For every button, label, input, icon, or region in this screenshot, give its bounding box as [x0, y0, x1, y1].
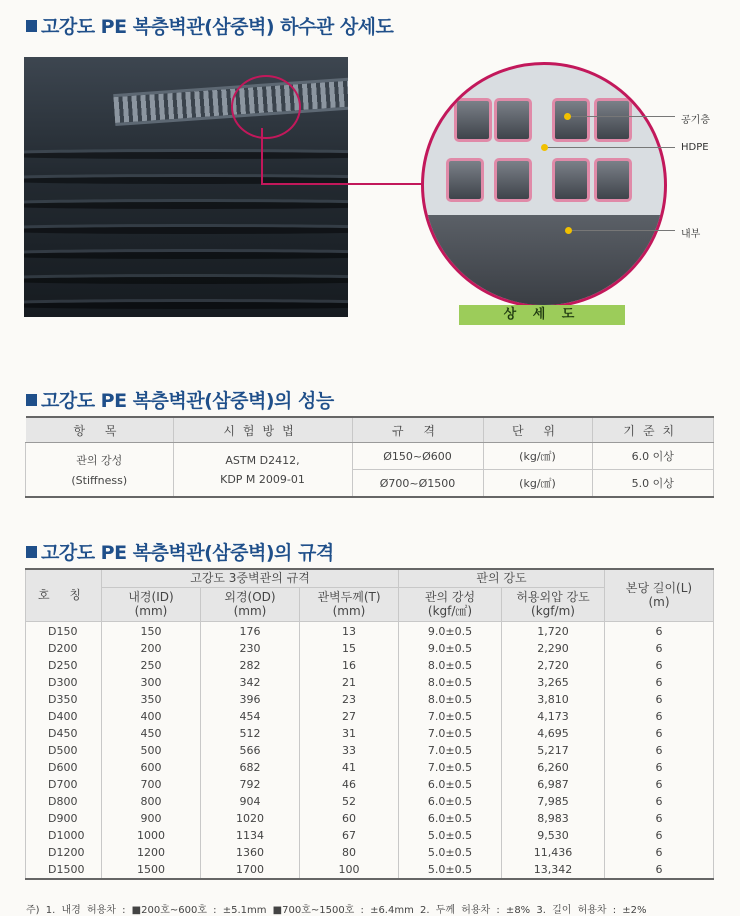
- cell-size-name: D700: [26, 776, 102, 793]
- spec-table: [25, 568, 714, 880]
- cell-load-strength: 4,173: [502, 708, 605, 725]
- table-row: [26, 810, 714, 827]
- table-row: [26, 861, 714, 879]
- hdpe-dot-icon: [541, 144, 548, 151]
- cell-inner-diameter: 1500: [102, 861, 201, 879]
- cell-outer-diameter: 1360: [201, 844, 300, 861]
- perf-header-method: 시험방법: [173, 417, 352, 443]
- cell-outer-diameter: 396: [201, 691, 300, 708]
- spec-sub-l2: (mm): [233, 604, 267, 618]
- perf-header-unit: 단 위: [483, 417, 592, 443]
- cell-inner-diameter: 450: [102, 725, 201, 742]
- cell-wall-thickness: 41: [300, 759, 399, 776]
- cell-inner-diameter: 1000: [102, 827, 201, 844]
- perf-header-item: 항 목: [26, 417, 174, 443]
- cell-outer-diameter: 1020: [201, 810, 300, 827]
- cell-load-strength: 8,983: [502, 810, 605, 827]
- perf-unit: (kg/㎠): [483, 443, 592, 470]
- performance-heading: [26, 386, 334, 413]
- cell-load-strength: 4,695: [502, 725, 605, 742]
- spec-header-dimensions: 고강도 3중벽관의 규격: [102, 569, 399, 587]
- cell-stiffness: 7.0±0.5: [399, 759, 502, 776]
- table-row: [26, 776, 714, 793]
- cell-size-name: D900: [26, 810, 102, 827]
- inner-dot-icon: [565, 227, 572, 234]
- perf-header-spec: 규 격: [352, 417, 483, 443]
- cell-length: 6: [605, 708, 714, 725]
- cell-wall-thickness: 16: [300, 657, 399, 674]
- perf-value: 6.0 이상: [592, 443, 714, 470]
- cell-wall-thickness: 80: [300, 844, 399, 861]
- spec-header-length: [605, 569, 714, 621]
- cell-stiffness: 7.0±0.5: [399, 742, 502, 759]
- cell-stiffness: 5.0±0.5: [399, 844, 502, 861]
- bullet-square-icon: [26, 546, 37, 558]
- cell-outer-diameter: 566: [201, 742, 300, 759]
- hdpe-label: HDPE: [681, 142, 709, 153]
- cell-length: 6: [605, 793, 714, 810]
- table-row: [26, 674, 714, 691]
- spec-sub-l1: 관의 강성: [424, 590, 476, 604]
- cell-inner-diameter: 250: [102, 657, 201, 674]
- perf-range: Ø700~Ø1500: [352, 470, 483, 498]
- cell-load-strength: 13,342: [502, 861, 605, 879]
- detail-circle: [421, 62, 667, 308]
- detail-heading-text: 고강도 PE 복층벽관(삼중벽) 하수관 상세도: [41, 16, 394, 38]
- highlight-circle: [231, 75, 301, 139]
- cell-length: 6: [605, 691, 714, 708]
- table-row: [26, 691, 714, 708]
- cell-inner-diameter: 600: [102, 759, 201, 776]
- cell-stiffness: 7.0±0.5: [399, 725, 502, 742]
- perf-value: 5.0 이상: [592, 470, 714, 498]
- spec-sub-od: [201, 587, 300, 621]
- spec-sub-load: [502, 587, 605, 621]
- inner-label: 내부: [681, 229, 701, 240]
- spec-sub-l1: 내경(ID): [128, 590, 174, 604]
- table-row: [26, 725, 714, 742]
- cell-outer-diameter: 1700: [201, 861, 300, 879]
- cell-stiffness: 8.0±0.5: [399, 691, 502, 708]
- spec-heading-text: 고강도 PE 복층벽관(삼중벽)의 규격: [41, 542, 334, 564]
- cell-wall-thickness: 52: [300, 793, 399, 810]
- cell-wall-thickness: 13: [300, 621, 399, 640]
- cell-outer-diameter: 904: [201, 793, 300, 810]
- cell-inner-diameter: 900: [102, 810, 201, 827]
- cell-length: 6: [605, 674, 714, 691]
- cell-stiffness: 6.0±0.5: [399, 810, 502, 827]
- cell-outer-diameter: 454: [201, 708, 300, 725]
- spec-sub-l2: (mm): [134, 604, 168, 618]
- cell-length: 6: [605, 742, 714, 759]
- cell-load-strength: 5,217: [502, 742, 605, 759]
- table-row: [26, 621, 714, 640]
- bullet-square-icon: [26, 20, 37, 32]
- cell-length: 6: [605, 861, 714, 879]
- cell-load-strength: 9,530: [502, 827, 605, 844]
- cell-outer-diameter: 792: [201, 776, 300, 793]
- spec-header-name: 호 칭: [26, 569, 102, 621]
- spec-sub-stiffness: [399, 587, 502, 621]
- cell-wall-thickness: 46: [300, 776, 399, 793]
- cell-size-name: D150: [26, 621, 102, 640]
- cell-load-strength: 6,260: [502, 759, 605, 776]
- spec-sub-l2: (kgf/m): [531, 604, 575, 618]
- spec-sub-l1: 허용외압 강도: [516, 590, 590, 604]
- cell-outer-diameter: 282: [201, 657, 300, 674]
- cell-outer-diameter: 342: [201, 674, 300, 691]
- table-row: [26, 759, 714, 776]
- cell-load-strength: 1,720: [502, 621, 605, 640]
- perf-method-cell: [173, 443, 352, 498]
- footnote: 주) 1. 내경 허용차 : ■200호~600호 : ±5.1mm ■700호~1500호 : ±6.4mm 2. 두께 허용차 : ±8% 3. 길이 허용차 : ±2%: [26, 905, 647, 916]
- cell-wall-thickness: 15: [300, 640, 399, 657]
- cell-stiffness: 9.0±0.5: [399, 640, 502, 657]
- perf-unit: (kg/㎠): [483, 470, 592, 498]
- detail-heading: [26, 12, 393, 39]
- cell-inner-diameter: 500: [102, 742, 201, 759]
- cell-wall-thickness: 21: [300, 674, 399, 691]
- cell-outer-diameter: 1134: [201, 827, 300, 844]
- cell-inner-diameter: 400: [102, 708, 201, 725]
- cell-size-name: D1500: [26, 861, 102, 879]
- cell-inner-diameter: 800: [102, 793, 201, 810]
- air-layer-label: 공기층: [681, 115, 710, 126]
- cell-inner-diameter: 350: [102, 691, 201, 708]
- cell-wall-thickness: 27: [300, 708, 399, 725]
- cell-load-strength: 3,810: [502, 691, 605, 708]
- cell-inner-diameter: 700: [102, 776, 201, 793]
- spec-length-l1: 본당 길이(L): [625, 581, 693, 596]
- cell-length: 6: [605, 810, 714, 827]
- cell-stiffness: 5.0±0.5: [399, 827, 502, 844]
- cell-length: 6: [605, 827, 714, 844]
- cell-wall-thickness: 60: [300, 810, 399, 827]
- cell-length: 6: [605, 621, 714, 640]
- cell-outer-diameter: 230: [201, 640, 300, 657]
- cell-size-name: D1000: [26, 827, 102, 844]
- spec-sub-thickness: [300, 587, 399, 621]
- spec-heading: [26, 538, 334, 565]
- perf-item-cell: [26, 443, 174, 498]
- leader-line: [261, 183, 426, 185]
- cell-outer-diameter: 176: [201, 621, 300, 640]
- table-row: [26, 657, 714, 674]
- cell-outer-diameter: 512: [201, 725, 300, 742]
- cell-load-strength: 11,436: [502, 844, 605, 861]
- spec-header-strength: 판의 강도: [399, 569, 605, 587]
- cell-size-name: D1200: [26, 844, 102, 861]
- cell-wall-thickness: 33: [300, 742, 399, 759]
- perf-method-2: KDP M 2009-01: [220, 472, 305, 486]
- cell-load-strength: 2,290: [502, 640, 605, 657]
- spec-sub-l1: 관벽두께(T): [317, 590, 381, 604]
- table-row: [26, 827, 714, 844]
- perf-item-en: (Stiffness): [71, 474, 128, 487]
- cell-stiffness: 8.0±0.5: [399, 674, 502, 691]
- cell-size-name: D350: [26, 691, 102, 708]
- cell-stiffness: 6.0±0.5: [399, 793, 502, 810]
- cell-size-name: D250: [26, 657, 102, 674]
- performance-heading-text: 고강도 PE 복층벽관(삼중벽)의 성능: [41, 390, 334, 412]
- perf-range: Ø150~Ø600: [352, 443, 483, 470]
- cell-load-strength: 7,985: [502, 793, 605, 810]
- cell-stiffness: 7.0±0.5: [399, 708, 502, 725]
- perf-method-1: ASTM D2412,: [225, 453, 300, 467]
- cell-size-name: D450: [26, 725, 102, 742]
- cell-load-strength: 2,720: [502, 657, 605, 674]
- spec-sub-l1: 외경(OD): [224, 590, 276, 604]
- cell-inner-diameter: 1200: [102, 844, 201, 861]
- table-row: [26, 708, 714, 725]
- cell-length: 6: [605, 640, 714, 657]
- cell-length: 6: [605, 725, 714, 742]
- spec-sub-id: [102, 587, 201, 621]
- cell-wall-thickness: 67: [300, 827, 399, 844]
- cell-size-name: D300: [26, 674, 102, 691]
- table-row: [26, 640, 714, 657]
- cell-size-name: D800: [26, 793, 102, 810]
- bullet-square-icon: [26, 394, 37, 406]
- air-layer-dot-icon: [564, 113, 571, 120]
- cell-inner-diameter: 200: [102, 640, 201, 657]
- cell-size-name: D400: [26, 708, 102, 725]
- cell-wall-thickness: 23: [300, 691, 399, 708]
- performance-table: [25, 416, 714, 498]
- cell-size-name: D200: [26, 640, 102, 657]
- cell-inner-diameter: 150: [102, 621, 201, 640]
- cell-length: 6: [605, 759, 714, 776]
- table-row: [26, 793, 714, 810]
- cell-load-strength: 3,265: [502, 674, 605, 691]
- spec-sub-l2: (kgf/㎠): [427, 604, 473, 618]
- cell-stiffness: 9.0±0.5: [399, 621, 502, 640]
- cell-wall-thickness: 100: [300, 861, 399, 879]
- detail-caption: 상 세 도: [459, 305, 625, 325]
- cell-length: 6: [605, 844, 714, 861]
- cell-inner-diameter: 300: [102, 674, 201, 691]
- cell-length: 6: [605, 776, 714, 793]
- cell-stiffness: 8.0±0.5: [399, 657, 502, 674]
- perf-item: 관의 강성: [76, 454, 123, 467]
- table-row: [26, 844, 714, 861]
- cell-stiffness: 6.0±0.5: [399, 776, 502, 793]
- inner-layer: [424, 215, 664, 305]
- cell-stiffness: 5.0±0.5: [399, 861, 502, 879]
- cell-length: 6: [605, 657, 714, 674]
- cell-size-name: D500: [26, 742, 102, 759]
- spec-sub-l2: (mm): [332, 604, 366, 618]
- leader-line: [261, 128, 263, 184]
- pipe-photo: [24, 57, 348, 317]
- cell-outer-diameter: 682: [201, 759, 300, 776]
- table-row: [26, 742, 714, 759]
- cell-wall-thickness: 31: [300, 725, 399, 742]
- perf-header-standard: 기준치: [592, 417, 714, 443]
- cell-load-strength: 6,987: [502, 776, 605, 793]
- spec-length-l2: (m): [648, 595, 670, 610]
- cell-size-name: D600: [26, 759, 102, 776]
